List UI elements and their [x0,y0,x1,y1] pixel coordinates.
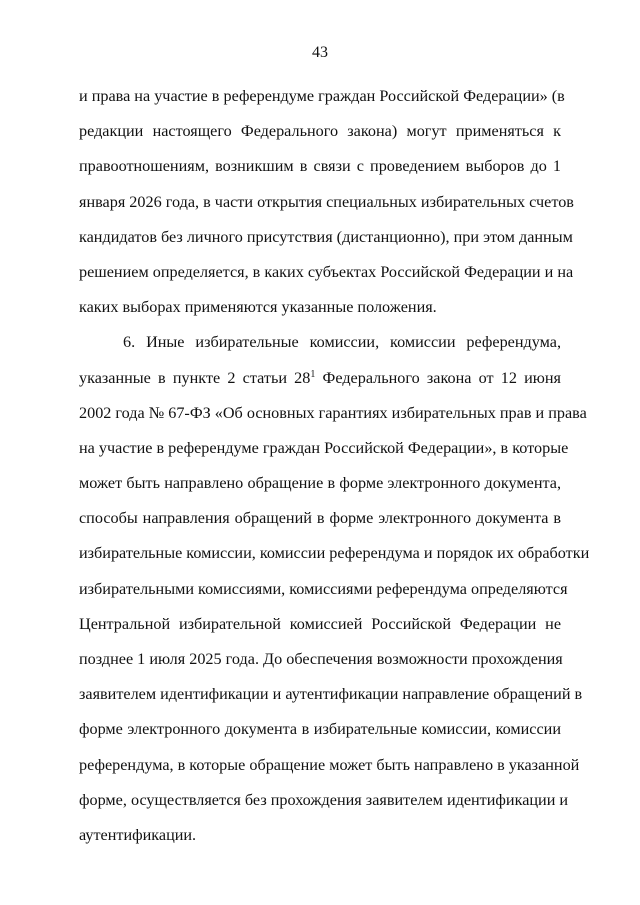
text-fragment: указанные в пункте 2 статьи 28 [79,368,311,387]
text-line: каких выборах применяются указанные положения. [79,298,437,317]
text-line: решением определяется, в каких субъектах Российской Федерации и на [79,262,574,281]
text-line: референдума, в которые обращение может быть направлено в указанной [79,755,580,774]
text-line: заявителем идентификации и аутентификации направление обращений в [79,685,583,704]
paragraph-6-first-line: 6. Иные избирательные комиссии, комиссии референдума, [123,333,561,352]
text-line: избирательными комиссиями, комиссиями референдума определяются [79,579,568,598]
text-line: января 2026 года, в части открытия специальных избирательных счетов [79,192,574,211]
text-line: позднее 1 июля 2025 года. До обеспечения возможности прохождения [79,650,563,668]
text-line: правоотношениям, возникшим в связи с проведением выборов до 1 [79,157,561,176]
text-line: редакции настоящего Федерального закона) могут применяться к [79,122,561,141]
text-fragment: Федерального закона от 12 июня [315,368,561,387]
text-line: 2002 года № 67-ФЗ «Об основных гарантиях избирательных прав и права [79,403,587,422]
text-line: Центральной избирательной комиссией Российской Федерации не [79,614,561,633]
text-line: кандидатов без личного присутствия (дистанционно), при этом данным [79,227,573,246]
text-line: форме, осуществляется без прохождения заявителем идентификации и [79,790,569,809]
text-line-with-superscript [79,361,561,396]
text-line: аутентификации. [79,825,197,844]
text-line: форме электронного документа в избирательные комиссии, комиссии [79,720,561,739]
superscript: 1 [310,368,316,380]
page-number: 43 [312,44,328,61]
text-line: может быть направлено обращение в форме электронного документа, [79,474,561,493]
text-line: и права на участие в референдуме граждан Российской Федерации» (в [79,87,565,105]
document-body [79,79,590,853]
text-line: на участие в референдуме граждан Российской Федерации», в которые [79,438,569,457]
text-line: способы направления обращений в форме электронного документа в [79,509,561,528]
text-line: избирательные комиссии, комиссии референдума и порядок их обработки [79,544,590,563]
